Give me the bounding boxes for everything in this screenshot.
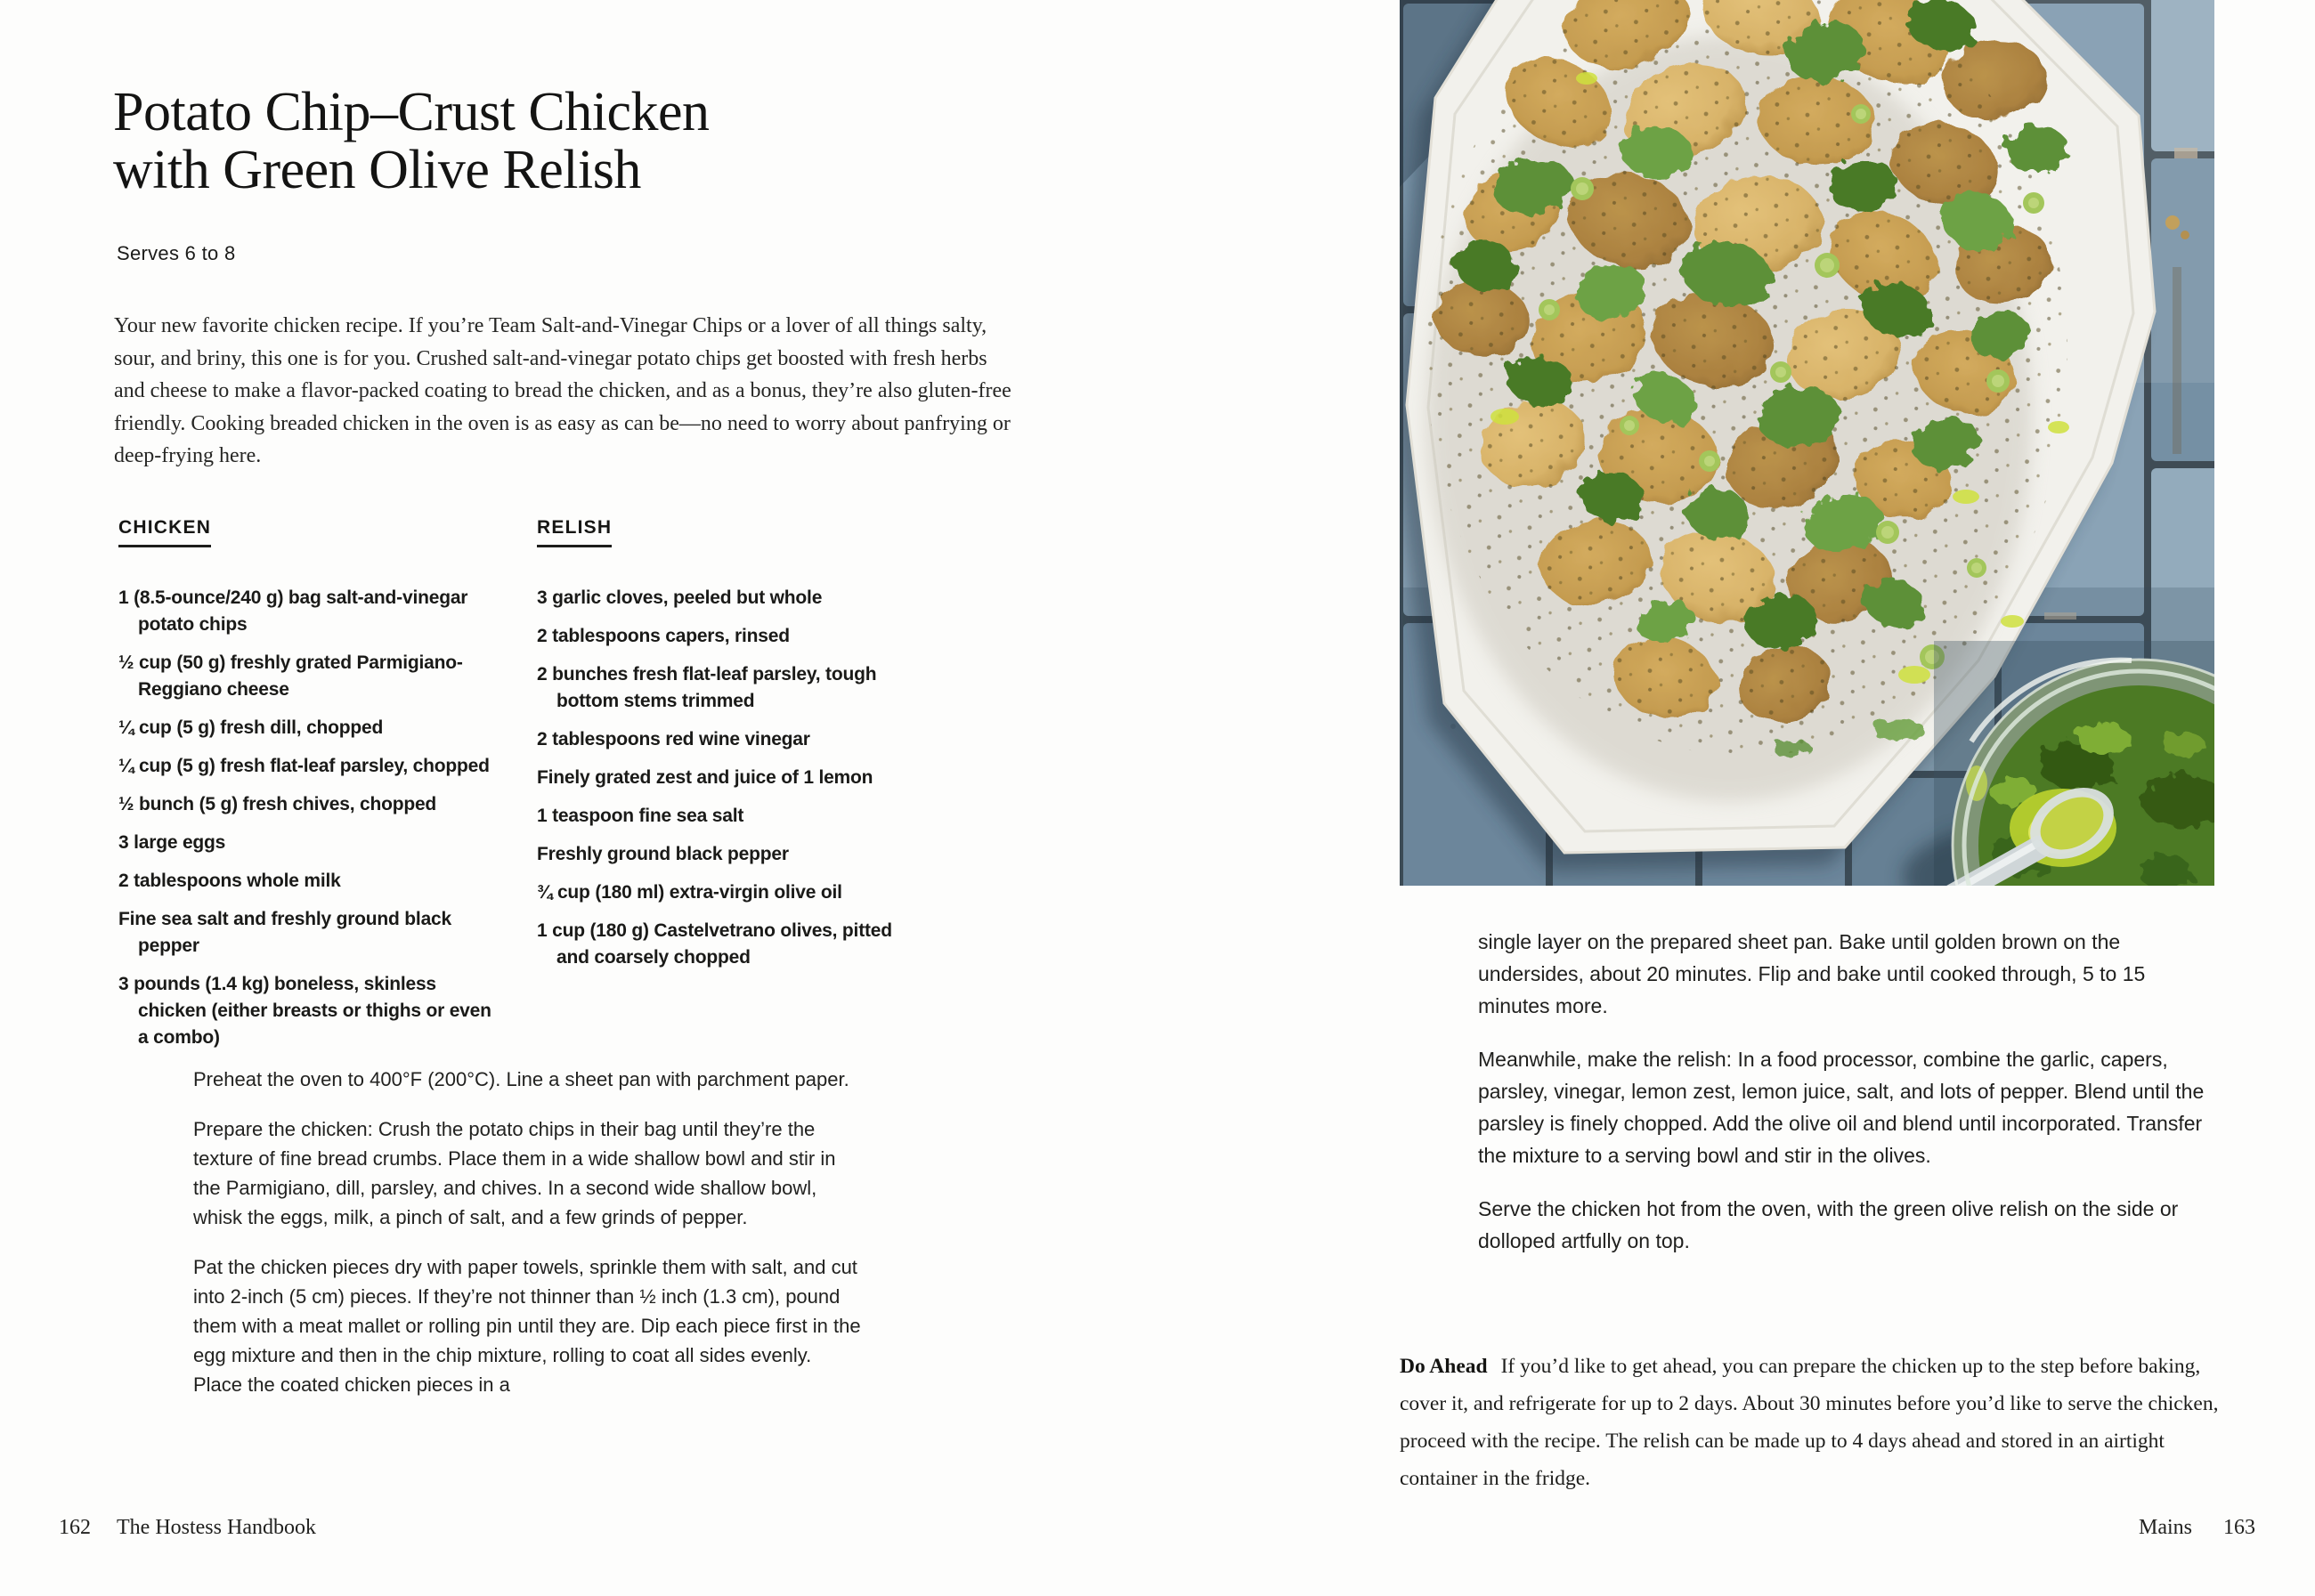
recipe-intro: Your new favorite chicken recipe. If you’re Team Salt-and-Vinegar Chips or a lover of all things salty, sour, and briny, this one is for you. Crushed salt-and-vinegar potato chips get boosted with fresh herbs and cheese to make a flavor-packed coating to bread the chicken, and as a bonus, they’re also gluten-free friendly. Cooking breaded chicken in the oven is as easy as can be—no need to worry about panfrying or deep-frying here.	[114, 314, 1011, 467]
do-ahead-note	[1400, 1348, 2230, 1497]
ingredient-item: 2 tablespoons capers, rinsed	[537, 626, 790, 646]
instruction-step: Serve the chicken hot from the oven, with the green olive relish on the side or dolloped artfully on top.	[1478, 1197, 2179, 1252]
ingredient-header-chicken: CHICKEN	[118, 517, 211, 547]
ingredient-item: ¼ cup (5 g) fresh flat-leaf parsley, chopped	[118, 756, 490, 776]
instructions-left	[193, 1065, 865, 1420]
do-ahead-label: Do Ahead	[1400, 1354, 1488, 1378]
do-ahead-text: If you’d like to get ahead, you can prepare the chicken up to the step before baking, cover it, and refrigerate for up to 2 days. About 30 minutes before you’d like to serve the chicken, proceed with the recipe. The relish can be made up to 4 days ahead and stored in an airtight container in the fridge.	[1400, 1354, 2219, 1490]
ingredient-item: 3 large eggs	[118, 832, 226, 853]
instruction-step: Prepare the chicken: Crush the potato chips in their bag until they’re the texture of fine bread crumbs. Place them in a wide shallow bowl and stir in the Parmigiano, dill, parsley, and chives. In a second wide shallow bowl, whisk the eggs, milk, a pinch of salt, and a few grinds of pepper.	[193, 1118, 836, 1228]
instructions-right	[1478, 926, 2213, 1278]
ingredient-item: 2 bunches fresh flat-leaf parsley, tough bottom stems trimmed	[537, 664, 877, 711]
instruction-step: single layer on the prepared sheet pan. Bake until golden brown on the undersides, about 20 minutes. Flip and bake until cooked through, 5 to 15 minutes more.	[1478, 930, 2146, 1017]
recipe-title-line2: with Green Olive Relish	[113, 140, 641, 200]
ingredient-item: 1 (8.5-ounce/240 g) bag salt-and-vinegar potato chips	[118, 587, 468, 635]
instruction-step: Preheat the oven to 400°F (200°C). Line a sheet pan with parchment paper.	[193, 1068, 849, 1090]
ingredient-item: Finely grated zest and juice of 1 lemon	[537, 767, 873, 788]
section-name-footer: Mains	[2139, 1516, 2192, 1539]
ingredient-column-chicken	[118, 498, 498, 1063]
ingredient-item: 2 tablespoons whole milk	[118, 871, 341, 891]
relish-bowl	[1903, 641, 2214, 886]
ingredient-item: ½ cup (50 g) freshly grated Parmigiano-Reggiano cheese	[118, 652, 463, 700]
ingredient-item: 3 pounds (1.4 kg) boneless, skinless chicken (either breasts or thighs or even a combo)	[118, 974, 491, 1048]
serves-note: Serves 6 to 8	[117, 242, 236, 264]
ingredient-item: 2 tablespoons red wine vinegar	[537, 729, 810, 749]
ingredient-item: ¾ cup (180 ml) extra-virgin olive oil	[537, 882, 842, 903]
ingredient-item: Fine sea salt and freshly ground black pepper	[118, 909, 452, 956]
recipe-title-line1: Potato Chip–Crust Chicken	[113, 82, 710, 142]
footer-left	[59, 1516, 316, 1540]
ingredient-item: 3 garlic cloves, peeled but whole	[537, 587, 823, 608]
dish-photo	[1400, 0, 2214, 886]
ingredient-item: 1 teaspoon fine sea salt	[537, 806, 744, 826]
ingredient-list-chicken	[118, 585, 498, 1051]
ingredient-item: 1 cup (180 g) Castelvetrano olives, pitted and coarsely chopped	[537, 920, 892, 968]
instruction-step: Meanwhile, make the relish: In a food processor, combine the garlic, capers, parsley, vinegar, lemon zest, lemon juice, salt, and lots of pepper. Blend until the parsley is finely chopped. Add the olive oil and blend until incorporated. Transfer the mixture to a serving bowl and stir in the olives.	[1478, 1048, 2205, 1167]
ingredient-header-relish: RELISH	[537, 517, 612, 547]
recipe-title	[113, 84, 710, 199]
ingredient-item: Freshly ground black pepper	[537, 844, 789, 864]
ingredient-column-relish	[537, 498, 925, 983]
ingredient-item: ¼ cup (5 g) fresh dill, chopped	[118, 717, 384, 738]
book-title-footer: The Hostess Handbook	[117, 1516, 316, 1539]
page-number-right: 163	[2223, 1516, 2255, 1539]
page-number-left: 162	[59, 1516, 91, 1539]
ingredient-item: ½ bunch (5 g) fresh chives, chopped	[118, 794, 437, 814]
instruction-step: Pat the chicken pieces dry with paper towels, sprinkle them with salt, and cut into 2-inch (5 cm) pieces. If they’re not thinner than ½ inch (1.3 cm), pound them with a meat mallet or rolling pin until they are. Dip each piece first in the egg mixture and then in the chip mixture, rolling to coat all sides evenly. Place the coated chicken pieces in a	[193, 1256, 861, 1396]
footer-right	[2139, 1516, 2255, 1540]
ingredient-list-relish	[537, 585, 925, 971]
